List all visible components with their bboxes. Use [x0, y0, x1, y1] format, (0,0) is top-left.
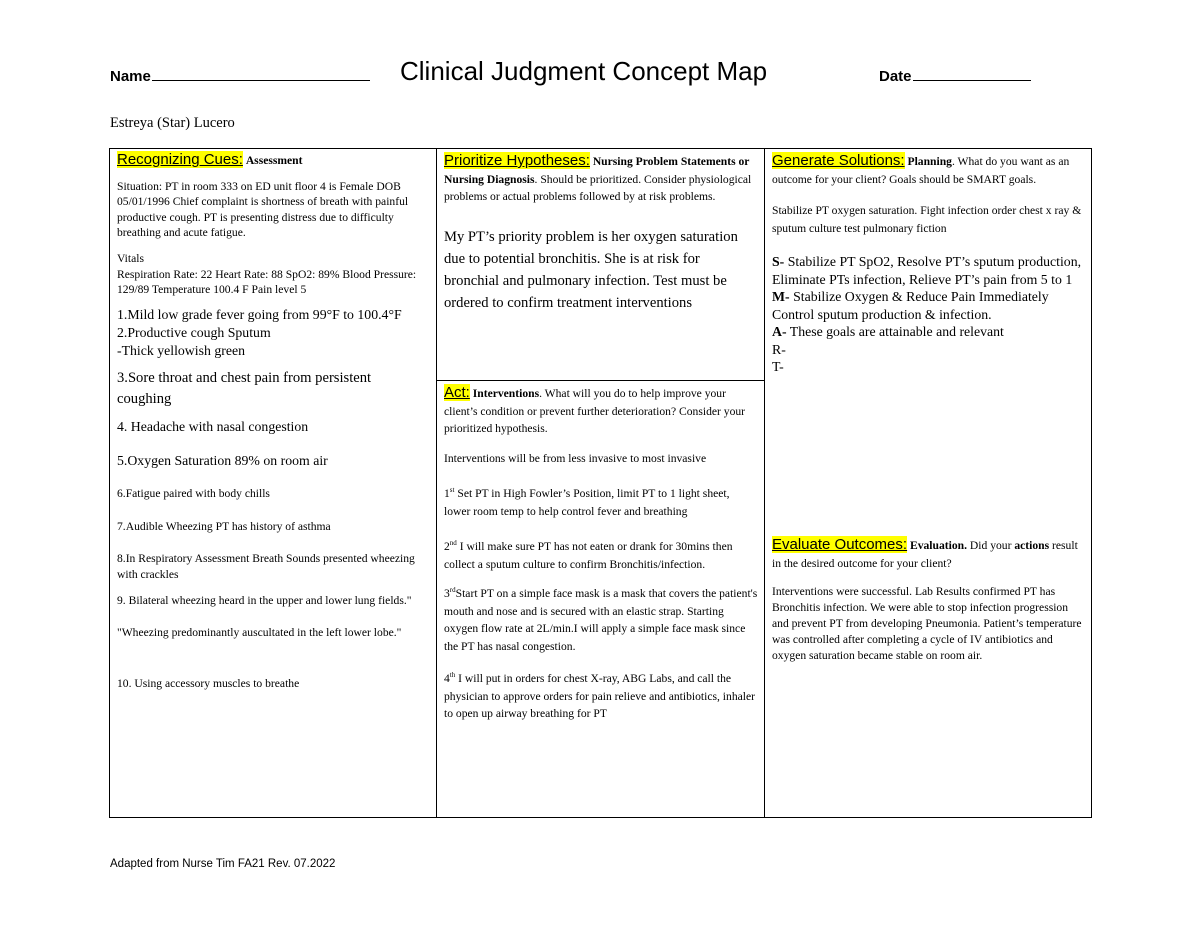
cues-item-4: 4. Headache with nasal congestion — [117, 418, 309, 434]
cues-item-9: 9. Bilateral wheezing heard in the upper and lower lung fields." — [117, 594, 412, 608]
act-step-2-text: I will make sure PT has not eaten or drank for 30mins then collect a sputum culture to confirm Bronchitis/infection. — [444, 540, 733, 571]
outcomes-instr-bold: actions — [1014, 539, 1050, 552]
smart-a-text: These goals are attainable and relevant — [786, 324, 1004, 339]
name-field — [110, 66, 370, 85]
cues-item-1: 1.Mild low grade fever going from 99°F to 100.4°F — [117, 306, 402, 322]
act-step-1-text: Set PT in High Fowler’s Position, limit PT to 1 light sheet, lower room temp to help control fever and breathing — [444, 487, 730, 518]
act-step-4-suffix: th — [449, 671, 456, 680]
solutions-body: Stabilize PT oxygen saturation. Fight infection order chest x ray & sputum culture test pulmonary fiction — [772, 204, 1082, 235]
smart-s-label: S- — [772, 254, 785, 269]
act-step-1 — [444, 485, 758, 520]
smart-t: T- — [772, 359, 784, 374]
student-name: Estreya (Star) Lucero — [110, 115, 235, 131]
cues-vitals-title: Vitals — [117, 251, 144, 265]
act-step-2-number: 2 — [444, 540, 450, 553]
act-step-3-text: Start PT on a simple face mask is a mask that covers the patient's mouth and nose and is secured with an elastic strap. Starting oxygen flow rate at 2L/min.I will apply a simple face mask since the PT has nasal congestion. — [444, 587, 758, 653]
act-instructions: . What will you do to help improve your client’s condition or prevent further deterioration? Consider your prioritized hypothesis. — [444, 387, 746, 435]
cues-item-2b: -Thick yellowish green — [117, 342, 245, 358]
act-step-2 — [444, 538, 758, 573]
prioritize-hypotheses-cell — [444, 152, 758, 314]
solutions-instructions: . What do you want as an outcome for your client? Goals should be SMART goals. — [772, 155, 1070, 186]
act-step-3 — [444, 585, 758, 655]
smart-r: R- — [772, 341, 786, 357]
outcomes-instr-b: result in the desired outcome for your client? — [772, 539, 1078, 570]
hypotheses-subheading: Nursing Problem Statements or Nursing Diagnosis — [444, 155, 750, 186]
cues-item-6: 6.Fatigue paired with body chills — [117, 486, 270, 500]
act-subheading: Interventions — [472, 387, 540, 400]
cues-item-3: 3.Sore throat and chest pain from persistent coughing — [117, 369, 372, 407]
date-field — [879, 66, 1031, 85]
evaluate-outcomes-cell — [772, 536, 1084, 664]
outcomes-body: Interventions were successful. Lab Results confirmed PT has Bronchitis infection. We were able to stop infection progression and prevent PT from developing Pneumonia. Patient’s temperature was controlled after completing a cycle of IV antibiotics and oxygen saturation became stable on room air. — [772, 585, 1082, 662]
name-label: Name — [110, 68, 151, 85]
act-cell — [444, 384, 758, 723]
smart-m — [772, 288, 1084, 323]
smart-a-label: A- — [772, 324, 787, 339]
cues-item-5: 5.Oxygen Saturation 89% on room air — [117, 452, 328, 468]
solutions-subheading: Planning — [907, 155, 952, 168]
cues-item-9b: "Wheezing predominantly auscultated in the left lower lobe." — [117, 626, 402, 640]
smart-s — [772, 253, 1084, 288]
smart-m-text: Stabilize Oxygen & Reduce Pain Immediately Control sputum production & infection. — [772, 289, 1049, 322]
date-label: Date — [879, 68, 912, 85]
cues-heading: Recognizing Cues: — [117, 151, 243, 168]
cues-item-7: 7.Audible Wheezing PT has history of asthma — [117, 520, 331, 534]
act-step-4-text: I will put in orders for chest X-ray, ABG Labs, and call the physician to approve orders for pain relieve and antibiotics, inhaler to open up airway breathing for PT — [444, 672, 755, 720]
hypotheses-body: My PT’s priority problem is her oxygen saturation due to potential bronchitis. She is at risk for bronchial and pulmonary infection. Test must be ordered to confirm treatment interventions — [444, 228, 738, 311]
act-step-3-suffix: rd — [449, 586, 456, 595]
act-heading: Act: — [444, 384, 470, 401]
smart-a — [772, 323, 1084, 341]
act-step-1-number: 1 — [444, 487, 450, 500]
cues-vitals: Respiration Rate: 22 Heart Rate: 88 SpO2: 89% Blood Pressure: 129/89 Temperature 100.4 F Pain level 5 — [117, 267, 417, 297]
hypotheses-heading: Prioritize Hypotheses: — [444, 152, 590, 169]
outcomes-subheading: Evaluation. — [909, 539, 968, 552]
date-blank-line — [913, 66, 1031, 81]
cues-situation: Situation: PT in room 333 on ED unit floor 4 is Female DOB 05/01/1996 Chief complaint is shortness of breath with painful productive cough. PT is presenting distress due to difficulty breathing and acute fatigue. — [117, 179, 409, 240]
act-step-3-number: 3 — [444, 587, 450, 600]
cues-item-10: 10. Using accessory muscles to breathe — [117, 676, 300, 690]
act-step-4 — [444, 670, 758, 723]
smart-m-label: M- — [772, 289, 790, 304]
name-blank-line — [152, 66, 370, 81]
page-title: Clinical Judgment Concept Map — [400, 56, 768, 86]
cues-item-2: 2.Productive cough Sputum — [117, 324, 271, 340]
cues-item-8: 8.In Respiratory Assessment Breath Sounds presented wheezing with crackles — [117, 551, 415, 581]
recognizing-cues-cell — [117, 152, 429, 691]
column-divider-2 — [764, 148, 765, 818]
outcomes-instr-a: Did your — [967, 539, 1015, 552]
hypotheses-instructions: . Should be prioritized. Consider physiological problems or actual problems followed by at risk problems. — [444, 172, 752, 203]
column-divider-1 — [436, 148, 437, 818]
act-intro: Interventions will be from less invasive to most invasive — [444, 451, 707, 465]
act-step-4-number: 4 — [444, 672, 450, 685]
smart-s-text: Stabilize PT SpO2, Resolve PT’s sputum production, Eliminate PTs infection, Relieve PT’s pain from 5 to 1 — [772, 254, 1082, 287]
middle-row-divider — [437, 380, 765, 381]
act-step-2-suffix: nd — [449, 539, 457, 548]
footer-note: Adapted from Nurse Tim FA21 Rev. 07.2022 — [110, 858, 336, 870]
generate-solutions-cell — [772, 152, 1084, 376]
outcomes-heading: Evaluate Outcomes: — [772, 536, 908, 553]
cues-subheading: Assessment — [245, 154, 303, 167]
solutions-heading: Generate Solutions: — [772, 152, 905, 169]
act-step-1-suffix: st — [449, 486, 455, 495]
